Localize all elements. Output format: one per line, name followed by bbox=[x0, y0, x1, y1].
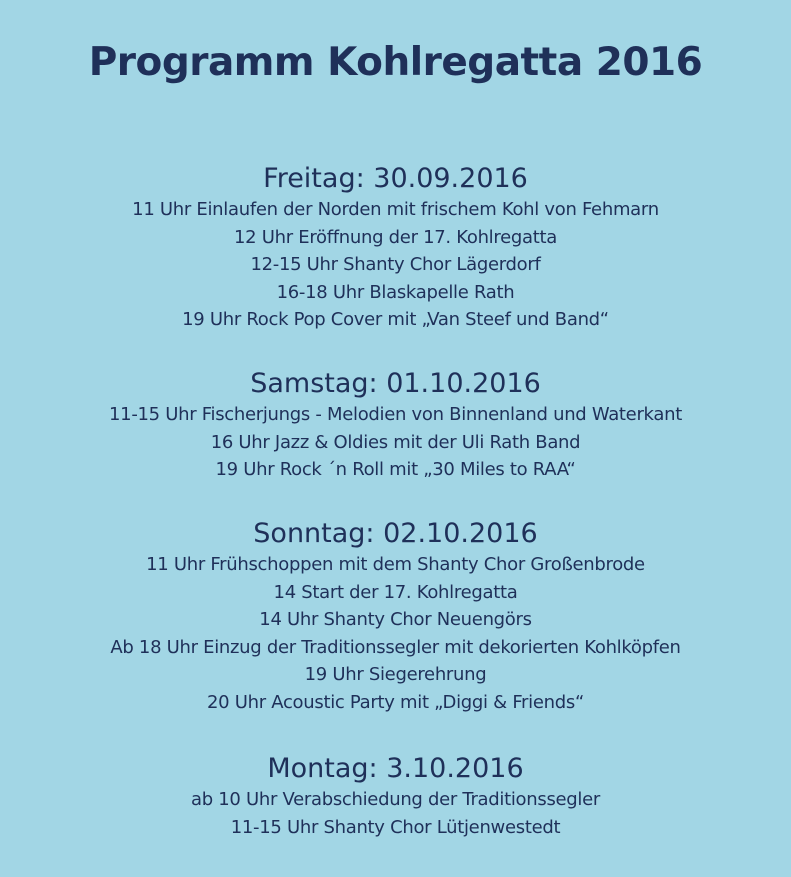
event-item: 11-15 Uhr Shanty Chor Lütjenwestedt bbox=[230, 816, 561, 838]
event-item: 16 Uhr Jazz & Oldies mit der Uli Rath Band bbox=[210, 431, 581, 453]
day-section-monday bbox=[0, 752, 791, 841]
event-item: 19 Uhr Siegerehrung bbox=[304, 664, 487, 685]
event-item: 11 Uhr Frühschoppen mit dem Shanty Chor Großenbrode bbox=[146, 554, 645, 575]
event-item: 11 Uhr Einlaufen der Norden mit frischem Kohl von Fehmarn bbox=[132, 199, 659, 220]
event-item: 14 Uhr Shanty Chor Neuengörs bbox=[259, 609, 532, 630]
event-item: 19 Uhr Rock ´n Roll mit „30 Miles to RAA“ bbox=[215, 459, 576, 480]
event-item: ab 10 Uhr Verabschiedung der Traditionssegler bbox=[190, 789, 601, 810]
event-item: 19 Uhr Rock Pop Cover mit „Van Steef und Band“ bbox=[182, 309, 609, 330]
event-item: 12 Uhr Eröffnung der 17. Kohlregatta bbox=[234, 226, 557, 248]
event-item: 16-18 Uhr Blaskapelle Rath bbox=[276, 281, 515, 303]
day-section-friday bbox=[0, 162, 791, 334]
event-item: 11-15 Uhr Fischerjungs - Melodien von Binnenland und Waterkant bbox=[109, 404, 682, 425]
day-heading: Freitag: 30.09.2016 bbox=[263, 163, 528, 194]
event-item: Ab 18 Uhr Einzug der Traditionssegler mit dekorierten Kohlköpfen bbox=[110, 636, 681, 658]
day-section-saturday bbox=[0, 367, 791, 484]
event-item: 14 Start der 17. Kohlregatta bbox=[273, 581, 518, 603]
day-heading: Sonntag: 02.10.2016 bbox=[253, 518, 538, 549]
day-section-sunday bbox=[0, 517, 791, 716]
page-title: Programm Kohlregatta 2016 bbox=[88, 40, 703, 85]
day-heading: Montag: 3.10.2016 bbox=[267, 753, 524, 784]
day-heading: Samstag: 01.10.2016 bbox=[250, 368, 541, 399]
event-item: 20 Uhr Acoustic Party mit „Diggi & Friends“ bbox=[207, 691, 584, 713]
event-item: 12-15 Uhr Shanty Chor Lägerdorf bbox=[250, 254, 541, 275]
